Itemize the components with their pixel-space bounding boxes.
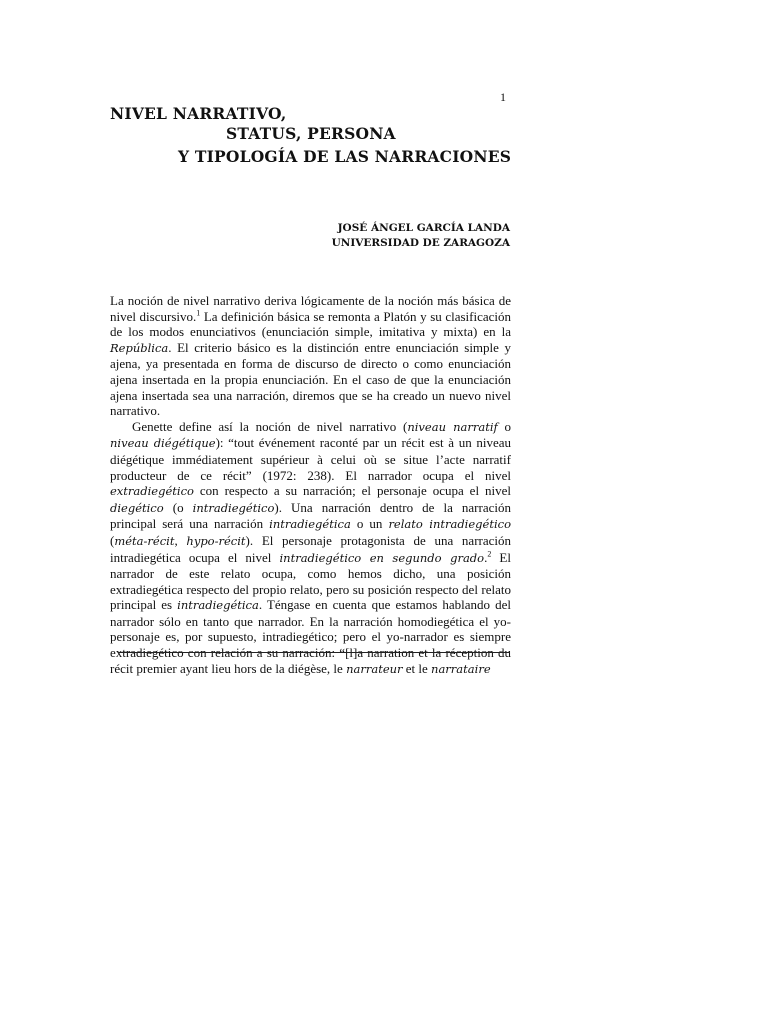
- author-name: JOSÉ ÁNGEL GARCÍA LANDA: [337, 222, 510, 234]
- title-line-1: NIVEL NARRATIVO,: [110, 104, 287, 123]
- author-affiliation: UNIVERSIDAD DE ZARAGOZA: [331, 237, 510, 249]
- paragraph-2: Genette define así la noción de nivel narrativo (niveau narratif o niveau diégétique): “tout événement raconté par un récit est à un niveau diégétique immédiatement supérieur à celui où se situe l’acte narratif producteur de ce récit” (1972: 238). El narrador ocupa el nivel extradiegético con respecto a su narración; el personaje ocupa el nivel diegético (o intradiegético). Una narración dentro de la narración principal será una narración intradiegética o un relato intradiegético (méta-récit, hypo-récit). El personaje protagonista de una narración intradiegética ocupa el nivel intradiegético en segundo grado.$^2$ El narrador de este relato ocupa, como hemos dicho, una posición extradiegética respecto del propio relato, pero su posición respecto del relato principal es intradiegética. Téngase en cuenta que estamos hablando del narrador sólo en tanto que narrador. En la narración homodiegética el yo-personaje es, por supuesto, intradiegético; pero el yo-narrador es siempre extradiegético con relación a su narración: “[l]a narration et la réception du récit premier ayant lieu hors de la diégèse, le narrateur et le narrataire: [110, 418, 512, 676]
- page-number: 1: [500, 90, 506, 104]
- title-line-2: STATUS, PERSONA: [226, 124, 396, 143]
- paragraph-1: La noción de nivel narrativo deriva lógicamente de la noción más básica de nivel discursivo.$^1$ La definición básica se remonta a Platón y su clasificación de los modos enunciativos (enunciación simple, imitativa y mixta) en la República. El criterio básico es la distinción entre enunciación simple y ajena, ya presentada en forma de discurso de directo o como enunciación ajena insertada en la propia enunciación. En el caso de que la enunciación ajena insertada sea una narración, diremos que se ha creado un nuevo nivel narrativo.: [110, 293, 512, 419]
- footnote-ref-1[interactable]: 1: [196, 308, 201, 318]
- body-text: [110, 293, 511, 677]
- title-line-3: Y TIPOLOGÍA DE LAS NARRACIONES: [178, 147, 512, 166]
- footnote-ref-2[interactable]: 2: [487, 549, 492, 559]
- footnote-separator: [118, 652, 510, 653]
